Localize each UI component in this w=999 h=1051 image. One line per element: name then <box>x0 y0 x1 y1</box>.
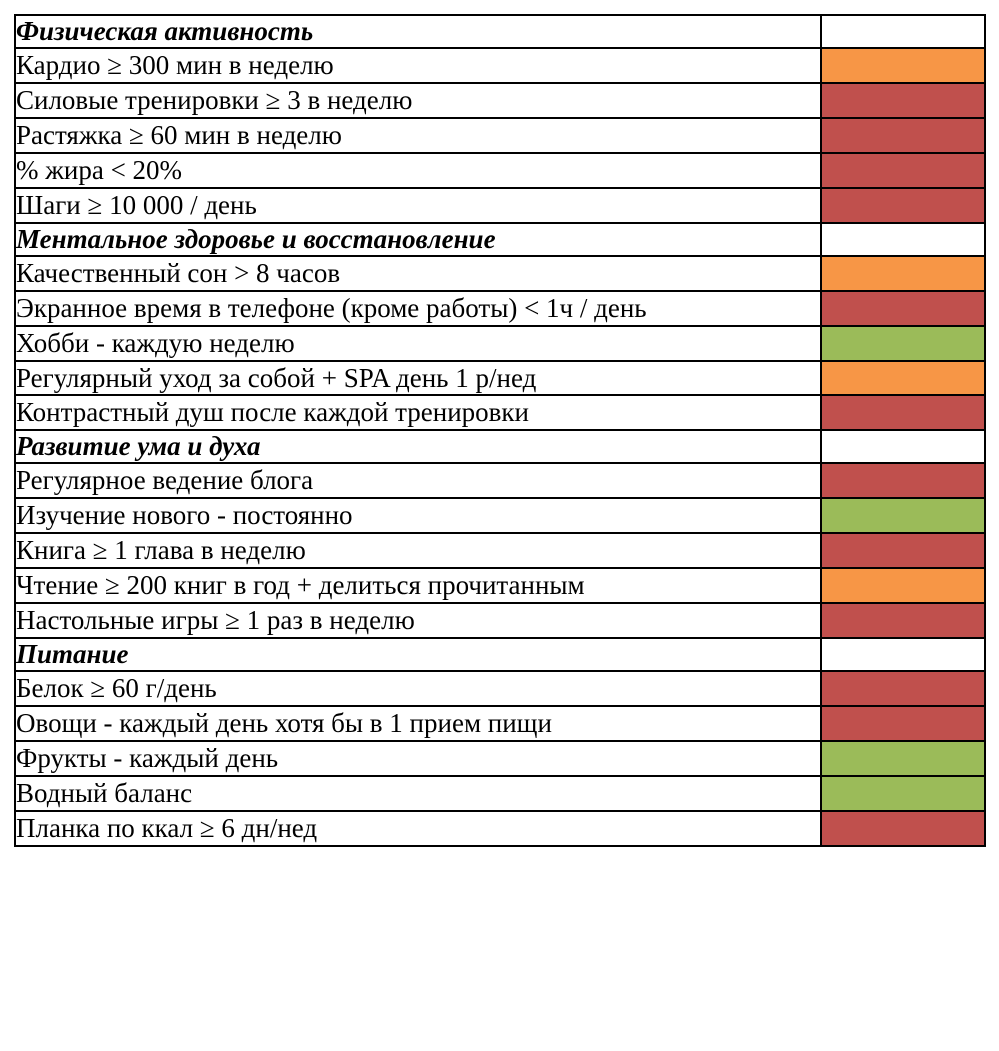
habit-label: Кардио ≥ 300 мин в неделю <box>15 48 821 83</box>
status-cell[interactable] <box>821 15 985 48</box>
habit-label: Шаги ≥ 10 000 / день <box>15 188 821 223</box>
section-row <box>15 638 985 671</box>
table-row <box>15 568 985 603</box>
habit-tracker-table <box>14 14 986 847</box>
table-row <box>15 671 985 706</box>
status-cell[interactable] <box>821 326 985 361</box>
status-cell[interactable] <box>821 256 985 291</box>
table-row <box>15 533 985 568</box>
table-row <box>15 256 985 291</box>
status-cell[interactable] <box>821 568 985 603</box>
table-row <box>15 83 985 118</box>
status-cell[interactable] <box>821 498 985 533</box>
habit-label: Контрастный душ после каждой тренировки <box>15 395 821 430</box>
status-cell[interactable] <box>821 638 985 671</box>
habit-label: Экранное время в телефоне (кроме работы) < 1ч / день <box>15 291 821 326</box>
section-title: Развитие ума и духа <box>15 430 821 463</box>
table-row <box>15 776 985 811</box>
status-cell[interactable] <box>821 291 985 326</box>
habit-label: Планка по ккал ≥ 6 дн/нед <box>15 811 821 846</box>
status-cell[interactable] <box>821 776 985 811</box>
table-row <box>15 395 985 430</box>
table-row <box>15 603 985 638</box>
habit-label: Водный баланс <box>15 776 821 811</box>
status-cell[interactable] <box>821 83 985 118</box>
status-cell[interactable] <box>821 463 985 498</box>
table-row <box>15 48 985 83</box>
table-row <box>15 118 985 153</box>
status-cell[interactable] <box>821 741 985 776</box>
table-row <box>15 463 985 498</box>
habit-label: Регулярное ведение блога <box>15 463 821 498</box>
habit-label: Настольные игры ≥ 1 раз в неделю <box>15 603 821 638</box>
habit-label: Изучение нового - постоянно <box>15 498 821 533</box>
section-row <box>15 15 985 48</box>
habit-label: Качественный сон > 8 часов <box>15 256 821 291</box>
habit-label: Регулярный уход за собой + SPA день 1 р/нед <box>15 361 821 396</box>
status-cell[interactable] <box>821 671 985 706</box>
habit-label: Овощи - каждый день хотя бы в 1 прием пищи <box>15 706 821 741</box>
habit-label: Фрукты - каждый день <box>15 741 821 776</box>
status-cell[interactable] <box>821 603 985 638</box>
section-title: Ментальное здоровье и восстановление <box>15 223 821 256</box>
table-row <box>15 811 985 846</box>
habit-label: Белок ≥ 60 г/день <box>15 671 821 706</box>
status-cell[interactable] <box>821 153 985 188</box>
status-cell[interactable] <box>821 533 985 568</box>
status-cell[interactable] <box>821 811 985 846</box>
status-cell[interactable] <box>821 430 985 463</box>
status-cell[interactable] <box>821 395 985 430</box>
status-cell[interactable] <box>821 188 985 223</box>
section-row <box>15 430 985 463</box>
table-row <box>15 741 985 776</box>
section-row <box>15 223 985 256</box>
table-row <box>15 153 985 188</box>
status-cell[interactable] <box>821 118 985 153</box>
table-row <box>15 706 985 741</box>
table-row <box>15 188 985 223</box>
habit-label: Книга ≥ 1 глава в неделю <box>15 533 821 568</box>
habit-label: Чтение ≥ 200 книг в год + делиться прочитанным <box>15 568 821 603</box>
status-cell[interactable] <box>821 48 985 83</box>
status-cell[interactable] <box>821 706 985 741</box>
section-title: Питание <box>15 638 821 671</box>
table-row <box>15 291 985 326</box>
status-cell[interactable] <box>821 223 985 256</box>
habit-label: Растяжка ≥ 60 мин в неделю <box>15 118 821 153</box>
section-title: Физическая активность <box>15 15 821 48</box>
habit-label: Хобби - каждую неделю <box>15 326 821 361</box>
status-cell[interactable] <box>821 361 985 396</box>
habit-label: Силовые тренировки ≥ 3 в неделю <box>15 83 821 118</box>
habit-label: % жира < 20% <box>15 153 821 188</box>
table-row <box>15 326 985 361</box>
habit-tracker-body <box>15 15 985 846</box>
table-row <box>15 361 985 396</box>
table-row <box>15 498 985 533</box>
